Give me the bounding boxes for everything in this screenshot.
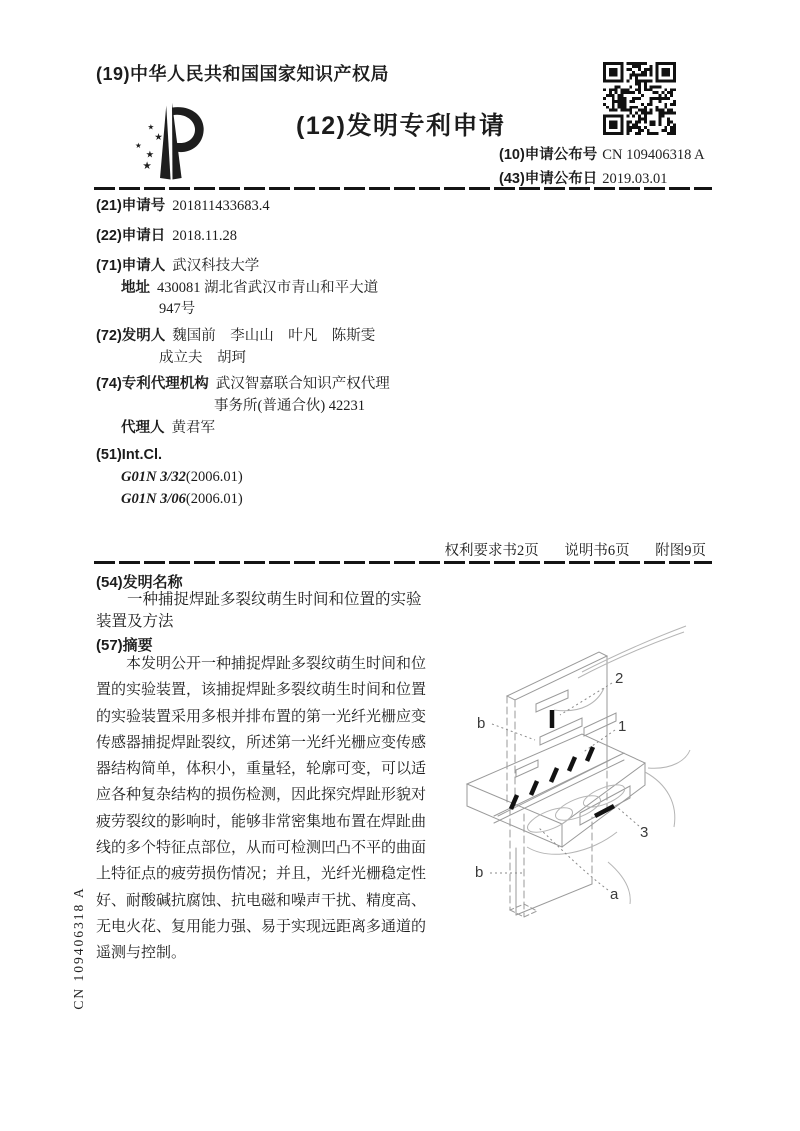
cnipa-logo-icon	[124, 98, 220, 190]
application-number-row	[96, 196, 466, 217]
intcl-year-1: (2006.01)	[185, 469, 243, 485]
intcl-label: (51)Int.Cl.	[96, 447, 163, 463]
applicant-label: (71)申请人	[96, 258, 166, 274]
svg-text:★: ★	[142, 160, 152, 172]
inventors-line-1: 魏国前 李山山 叶凡 陈斯雯	[172, 328, 376, 344]
figure-label-b-bottom: b	[475, 864, 484, 881]
patent-figure	[432, 612, 717, 947]
figure-label-1: 1	[618, 718, 627, 735]
address-value-2: 947号	[159, 301, 196, 317]
address-value: 430081 湖北省武汉市青山和平大道	[157, 280, 379, 296]
intcl-entry-2	[96, 489, 466, 510]
drawings-pages: 附图9页	[655, 543, 706, 559]
address-row	[96, 278, 466, 299]
application-number-label: (21)申请号	[96, 198, 166, 214]
applicant-value: 武汉科技大学	[172, 258, 260, 274]
address-row-2	[96, 299, 466, 320]
inventors-label: (72)发明人	[96, 328, 166, 344]
invention-title-label: (54)发明名称	[96, 574, 183, 591]
address-label: 地址	[121, 280, 150, 296]
publication-number-value: CN 109406318 A	[602, 147, 705, 163]
publication-date-value: 2019.03.01	[602, 170, 668, 187]
claims-pages: 权利要求书2页	[444, 543, 539, 559]
application-date-value: 2018.11.28	[172, 228, 238, 244]
publication-number-line	[499, 144, 705, 168]
publication-number-label: (10)申请公布号	[499, 147, 598, 163]
inventors-line-2: 成立夫 胡珂	[159, 350, 246, 366]
agency-row	[96, 374, 466, 395]
agency-label: (74)专利代理机构	[96, 376, 209, 392]
agent-row	[96, 418, 466, 439]
section-divider	[94, 561, 712, 564]
inventors-row-2	[96, 348, 466, 369]
qr-code	[603, 62, 676, 135]
applicant-row	[96, 256, 466, 277]
publication-date-label: (43)申请公布日	[499, 170, 598, 187]
inventors-row	[96, 326, 466, 347]
agency-row-2	[96, 396, 466, 417]
office-name: (19)中华人民共和国国家知识产权局	[96, 64, 390, 84]
agent-value: 黄君军	[171, 420, 215, 436]
application-date-label: (22)申请日	[96, 228, 166, 244]
publication-block	[499, 144, 705, 191]
figure-label-b-top: b	[477, 715, 486, 732]
intcl-entry-1	[96, 467, 466, 488]
invention-title: 一种捕捉焊趾多裂纹萌生时间和位置的实验装置及方法	[96, 591, 422, 630]
bibliographic-data	[96, 196, 466, 510]
agency-line-2: 事务所(普通合伙) 42231	[214, 398, 366, 414]
description-pages: 说明书6页	[564, 543, 630, 559]
intcl-code-1: G01N 3/32	[121, 469, 186, 485]
figure-label-3: 3	[640, 824, 649, 841]
application-number-value: 201811433683.4	[172, 198, 270, 214]
svg-text:★: ★	[154, 132, 163, 144]
intcl-year-2: (2006.01)	[185, 491, 243, 507]
side-publication-number: CN 109406318 A	[71, 886, 86, 1010]
svg-text:★: ★	[135, 140, 142, 150]
header-divider	[94, 187, 712, 190]
abstract-text: 本发明公开一种捕捉焊趾多裂纹萌生时间和位置的实验装置，该捕捉焊趾多裂纹萌生时间和位置的实验装置采用多根并排布置的第一光纤光栅应变传感器捕捉焊趾裂纹，所述第一光纤光栅应变传感器结构简单，体积小，重量轻，轮廓可变，可以适应各种复杂结构的损伤检测，因此探究焊趾形貌对疲劳裂纹的影响时，能够非常密集地布置在焊趾曲线的多个特征点部位，从而可检测凹凸不平的曲面上特征点的疲劳损伤情况；并且，光纤光栅稳定性好、耐酸碱抗腐蚀、抗电磁和噪声干扰、精度高、无电火花、复用能力强、易于实现远距离多通道的遥测与控制。	[96, 656, 427, 962]
abstract-label: (57)摘要	[96, 637, 153, 654]
agency-line-1: 武汉智嘉联合知识产权代理	[215, 376, 390, 392]
figure-label-2: 2	[615, 670, 624, 687]
svg-text:★: ★	[147, 122, 155, 132]
application-date-row	[96, 226, 466, 247]
document-type-title: (12)发明专利申请	[296, 112, 506, 140]
page-counts	[445, 539, 707, 560]
agent-label: 代理人	[121, 420, 165, 436]
svg-text:★: ★	[145, 149, 155, 161]
intcl-code-2: G01N 3/06	[121, 491, 186, 507]
figure-label-a: a	[610, 886, 619, 903]
intcl-row	[96, 445, 466, 466]
